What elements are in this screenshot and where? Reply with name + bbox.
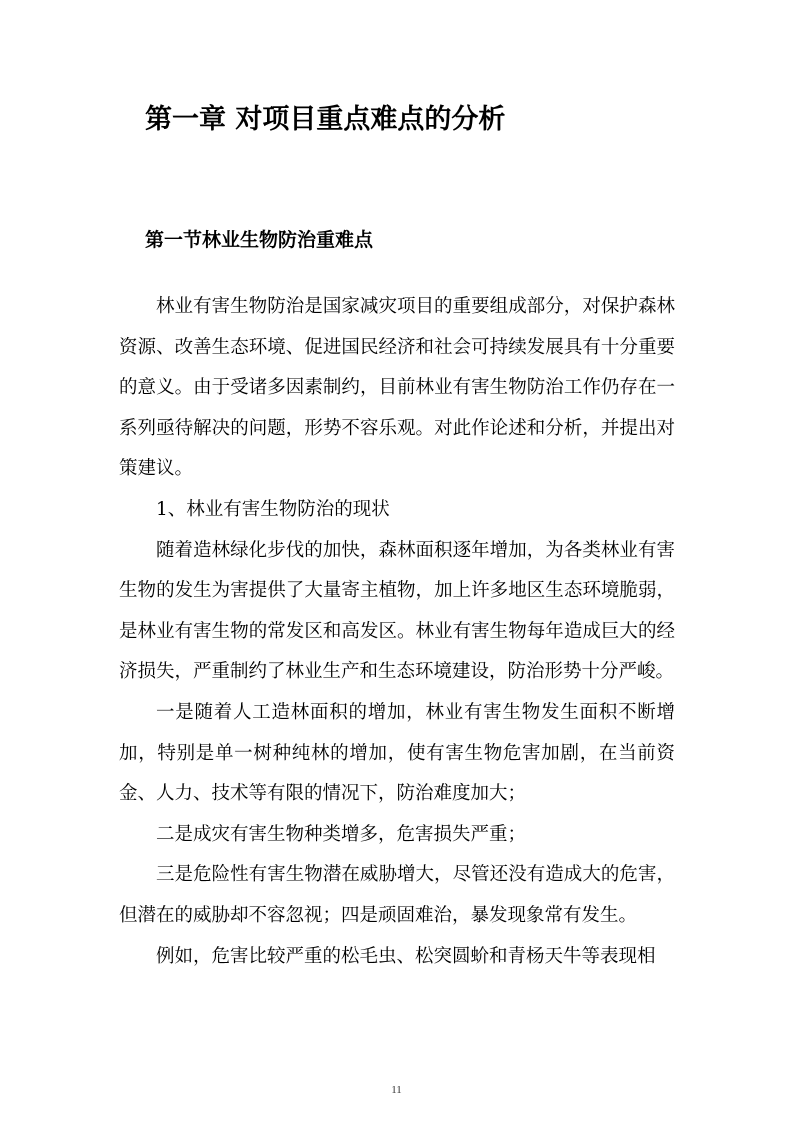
- paragraph-status: 随着造林绿化步伐的加快，森林面积逐年增加，为各类林业有害生物的发生为害提供了大量寄主植物，加上许多地区生态环境脆弱，是林业有害生物的常发区和高发区。林业有害生物每年造成巨大的经济损失，严重制约了林业生产和生态环境建设，防治形势十分严峻。: [119, 539, 675, 683]
- page-number: 11: [391, 1084, 402, 1096]
- subheading-status: 1、林业有害生物防治的现状: [156, 498, 390, 520]
- paragraph-intro: 林业有害生物防治是国家减灾项目的重要组成部分，对保护森林资源、改善生态环境、促进国民经济和社会可持续发展具有十分重要的意义。由于受诸多因素制约，目前林业有害生物防治工作仍存在一系列亟待解决的问题，形势不容乐观。对此作论述和分析，并提出对策建议。: [119, 296, 675, 480]
- paragraph-point-two: 二是成灾有害生物种类增多，危害损失严重；: [156, 823, 527, 845]
- paragraph-example: 例如，危害比较严重的松毛虫、松突圆蚧和青杨天牛等表现相: [156, 945, 656, 967]
- paragraph-point-one: 一是随着人工造林面积的增加，林业有害生物发生面积不断增加，特别是单一树种纯林的增加，使有害生物危害加剧，在当前资金、人力、技术等有限的情况下，防治难度加大；: [119, 701, 675, 805]
- body-text: [119, 287, 675, 977]
- paragraph-point-three: 三是危险性有害生物潜在威胁增大，尽管还没有造成大的危害，但潜在的威胁却不容忽视；四是顽固难治，暴发现象常有发生。: [119, 864, 675, 926]
- chapter-title: 第一章 对项目重点难点的分析: [145, 104, 506, 135]
- section-title: 第一节林业生物防治重难点: [145, 229, 374, 251]
